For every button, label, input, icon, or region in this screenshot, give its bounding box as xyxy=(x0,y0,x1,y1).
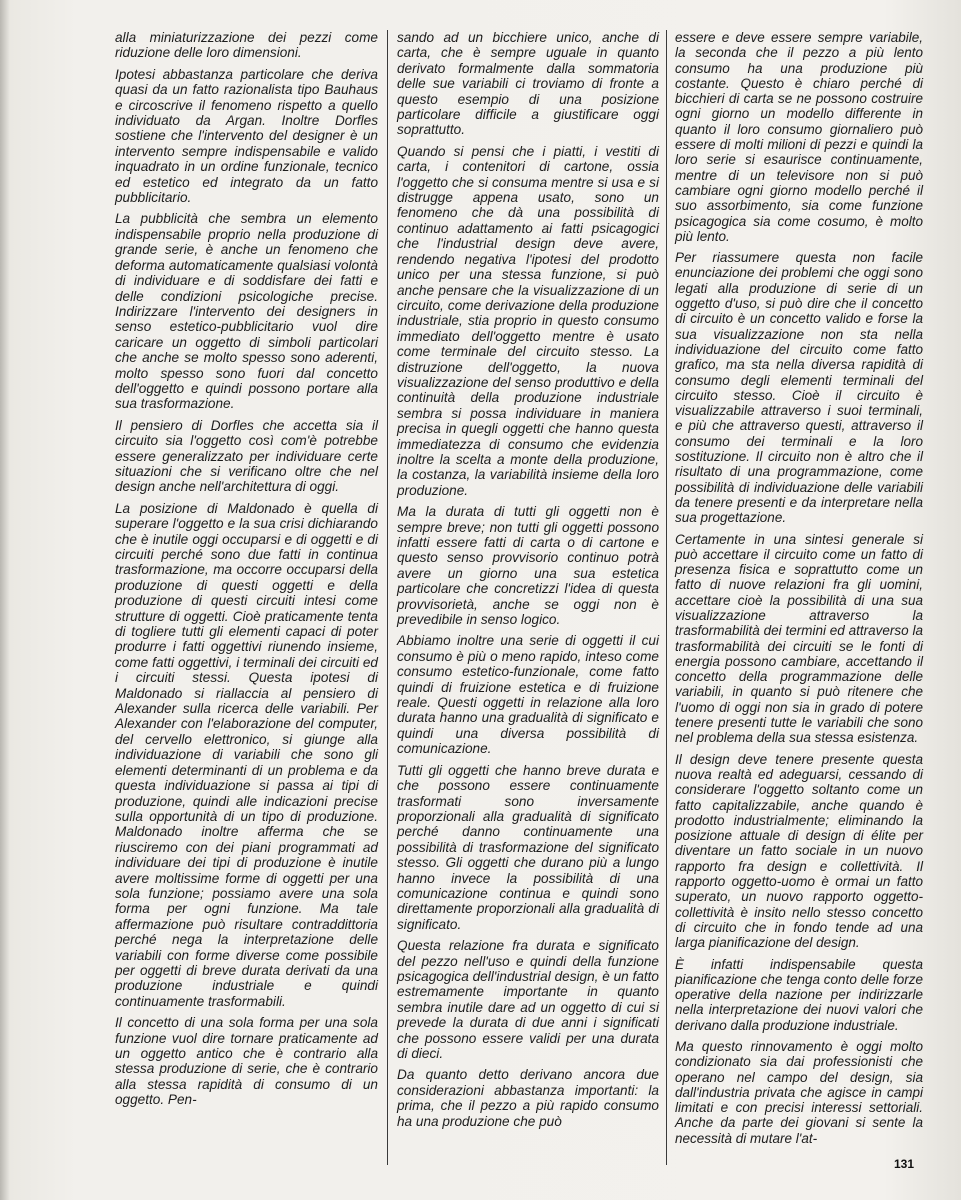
paragraph: Abbiamo inoltre una serie di oggetti il cui consumo è più o meno rapido, inteso come consumo estetico-funzionale, come fatto quindi di fruizione estetica e di fruizione reale. Questi oggetti in relazione alla loro durata hanno una gradualità di significato e quindi una diversa possibilità di comunicazione. xyxy=(397,633,659,757)
paragraph: essere e deve essere sempre variabile, la seconda che il pezzo a più lento consumo ha una produzione più costante. Questo è chiaro perché di bicchieri di carta se ne possono costruire ogni giorno un modello differente in quanto il loro consumo giornaliero può essere di molti milioni di pezzi e quindi la loro serie si esaurisce continuamente, mentre di un televisore non si può cambiare ogni giorno modello perché il suo assorbimento, sia come funzione psicagogica sia come cosumo, è molto più lento. xyxy=(675,30,923,244)
paragraph: Da quanto detto derivano ancora due considerazioni abbastanza importanti: la prima, che il pezzo a più rapido consumo ha una produzione che può xyxy=(397,1067,659,1129)
paragraph: alla miniaturizzazione dei pezzi come riduzione delle loro dimensioni. xyxy=(115,30,378,61)
text-column-1 xyxy=(115,30,378,1108)
paragraph: Per riassumere questa non facile enunciazione dei problemi che oggi sono legati alla produzione di serie di un oggetto d'uso, si può dire che il concetto di circuito è un concetto valido e forse la sua visualizzazione non sta nella individuazione del circuito come fatto grafico, ma sta nella diversa rapidità di consumo degli elementi terminali del circuito stesso. Cioè il circuito è visualizzabile attraverso i suoi terminali, e più che attraverso questi, attraverso il consumo dei terminali e la loro sostituzione. Il circuito non è altro che il risultato di una programmazione, come possibilità di individuazione delle variabili da tenere presenti e da interpretare nella sua progettazione. xyxy=(675,250,923,526)
paragraph: sando ad un bicchiere unico, anche di carta, che è sempre uguale in quanto derivato formalmente dalla sommatoria delle sue variabili ci troviamo di fronte a questo esempio di una posizione particolare difficile a giustificare oggi soprattutto. xyxy=(397,30,659,138)
paragraph: Il pensiero di Dorfles che accetta sia il circuito sia l'oggetto così com'è potrebbe essere generalizzato per individuare certe situazioni che si verificano oltre che nel design anche nell'architettura di oggi. xyxy=(115,417,378,495)
paragraph: La posizione di Maldonado è quella di superare l'oggetto e la sua crisi dichiarando che è inutile oggi occuparsi e di oggetti e di circuiti perché sono due fatti in continua trasformazione, ma occorre occuparsi della produzione di questi oggetti e della produzione di questi circuiti intesi come strutture di oggetti. Cioè praticamente tenta di togliere tutti gli elementi capaci di poter produrre i fatti oggettivi riunendo insieme, come fatti oggettivi, i terminali dei circuiti ed i circuiti stessi. Questa ipotesi di Maldonado si riallaccia al pensiero di Alexander sulla ricerca delle variabili. Per Alexander con l'elaborazione del computer, del cervello elettronico, si giunge alla individuazione di variabili che sono gli elementi determinanti di un problema e da questa individuazione si passa ai tipi di produzione, quindi alle indicazioni precise sulla opportunità di un tipo di produzione. Maldonado inoltre afferma che se riusciremo con dei piani programmati ad individuare dei tipi di produzione è inutile avere moltissime forme di oggetti per una sola funzione; possiamo avere una sola forma per ogni funzione. Ma tale affermazione può risultare contraddittoria perché nega la interpretazione delle variabili con forme diverse come possibile per oggetti di breve durata derivati da una produzione industriale e quindi continuamente trasformabili. xyxy=(115,500,378,1009)
paragraph: Tutti gli oggetti che hanno breve durata e che possono essere continuamente trasformati sono inversamente proporzionali alla gradualità di significato perché danno continuamente una possibilità di trasformazione del significato stesso. Gli oggetti che durano più a lungo hanno invece la possibilità di una comunicazione continua e quindi sono direttamente proporzionali alla gradualità di significato. xyxy=(397,762,659,932)
paragraph: Quando si pensi che i piatti, i vestiti di carta, i contenitori di cartone, ossia l'oggetto che si consuma mentre si usa e si distrugge appena usato, sono un fenomeno che dà una possibilità di continuo adattamento ai fatti psicagogici che l'industrial design deve avere, rendendo negativa l'ipotesi del prodotto unico per una stessa funzione, si può anche pensare che la visualizzazione di un circuito, come derivazione della produzione industriale, stia proprio in questo consumo immediato dell'oggetto mentre è usato come terminale del circuito stesso. La distruzione dell'oggetto, la nuova visualizzazione del senso produttivo e della continuità della produzione industriale sembra si possa individuare in maniera precisa in quegli oggetti che hanno questa immediatezza di consumo che evidenzia inoltre la scelta a monte della produzione, la costanza, la variabilità insieme della loro produzione. xyxy=(397,143,659,498)
paragraph: Ma questo rinnovamento è oggi molto condizionato sia dai professionisti che operano nel campo del design, sia dall'industria privata che agisce in campi limitati e con precisi interessi settoriali. Anche da parte dei giovani si sente la necessità di mutare l'at- xyxy=(675,1039,923,1146)
paragraph: Ma la durata di tutti gli oggetti non è sempre breve; non tutti gli oggetti possono infatti essere fatti di carta o di cartone e questo senso provvisorio continuo potrà avere un giorno una sua estetica particolare che concretizzi l'idea di questa provvisorietà, anche se oggi non è prevedibile in senso logico. xyxy=(397,504,659,628)
paragraph: Il design deve tenere presente questa nuova realtà ed adeguarsi, cessando di considerare l'oggetto soltanto come un fatto capitalizzabile, anche quando è prodotto industrialmente; eliminando la posizione attuale di design di élite per diventare un fatto sociale in un nuovo rapporto fra design e collettività. Il rapporto oggetto-uomo è ormai un fatto superato, un nuovo rapporto oggetto-collettività è insito nello stesso concetto di circuito che in fondo tende ad una larga pianificazione del design. xyxy=(675,751,923,951)
paragraph: Certamente in una sintesi generale si può accettare il circuito come un fatto di presenza fisica e soprattutto come un fatto di nuove relazioni fra gli uomini, accettare cioè la possibilità di una sua visualizzazione attraverso la trasformabilità dei termini ed attraverso la trasformabilità dei circuiti se le fonti di energia possono cambiare, accettando il concetto della programmazione delle variabili, in quanto si può ritenere che l'uomo di oggi non sia in grado di potere tenere presenti tutte le variabili che sono nel problema della sua stessa esistenza. xyxy=(675,531,923,746)
column-divider xyxy=(666,30,667,1165)
page-number: 131 xyxy=(894,1157,915,1171)
text-column-3 xyxy=(675,30,923,1146)
paragraph: Ipotesi abbastanza particolare che deriva quasi da un fatto razionalista tipo Bauhaus e circoscrive il fenomeno rispetto a quello individuato da Argan. Inoltre Dorfles sostiene che l'intervento del designer è un intervento sempre indispensabile e valido inquadrato in un ordine funzionale, tecnico ed estetico ed integrato da un fatto pubblicitario. xyxy=(115,66,378,206)
paragraph: È infatti indispensabile questa pianificazione che tenga conto delle forze operative della nazione per indirizzarle nella interpretazione dei nuovi valori che derivano dalla produzione industriale. xyxy=(675,956,923,1033)
paragraph: La pubblicità che sembra un elemento indispensabile proprio nella produzione di grande serie, è anche un fenomeno che deforma automaticamente qualsiasi volontà di individuare e di soddisfare dei fatti e delle condizioni psicologiche precise. Indirizzare l'intervento dei designers in senso estetico-pubblicitario vuol dire caricare un oggetto di simboli particolari che anche se molto spesso sono aderenti, molto spesso sono fuori dal concetto dell'oggetto e quindi possono portare alla sua trasformazione. xyxy=(115,211,378,412)
page-shadow-edge xyxy=(0,0,10,1200)
paragraph: Questa relazione fra durata e significato del pezzo nell'uso e quindi della funzione psicagogica dell'industrial design, è un fatto estremamente importante in quanto sembra inutile dare ad un oggetto di cui si prevede la durata di due anni i significati che possono essere validi per una durata di dieci. xyxy=(397,938,659,1061)
text-column-2 xyxy=(397,30,659,1129)
column-divider xyxy=(387,30,388,1165)
paragraph: Il concetto di una sola forma per una sola funzione vuol dire tornare praticamente ad un oggetto antico che è contrario alla stessa produzione di serie, che è contrario alla stessa rapidità di consumo di un oggetto. Pen- xyxy=(115,1015,378,1108)
